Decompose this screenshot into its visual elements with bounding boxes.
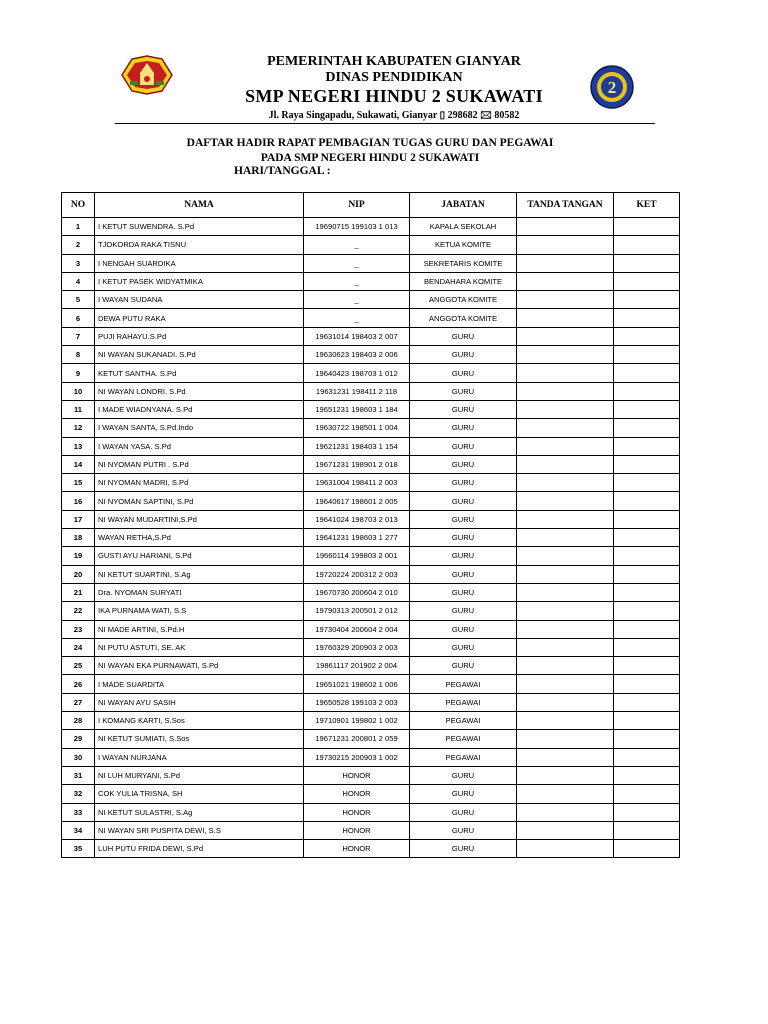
cell-tanda-tangan	[517, 455, 614, 473]
cell-ket	[614, 638, 680, 656]
cell-nip: 19670730 200604 2 010	[304, 583, 410, 601]
cell-jabatan: PEGAWAI	[410, 730, 517, 748]
cell-tanda-tangan	[517, 254, 614, 272]
document-subtitle: PADA SMP NEGERI HINDU 2 SUKAWATI	[260, 152, 480, 164]
cell-ket	[614, 583, 680, 601]
table-row	[62, 766, 680, 784]
cell-no: 7	[62, 327, 95, 345]
cell-tanda-tangan	[517, 785, 614, 803]
cell-jabatan: KETUA KOMITE	[410, 236, 517, 254]
cell-nip: 19650528 199103 2 003	[304, 693, 410, 711]
cell-ket	[614, 510, 680, 528]
table-row	[62, 218, 680, 236]
cell-jabatan: GURU	[410, 382, 517, 400]
cell-nip: 19671231 200801 2 059	[304, 730, 410, 748]
cell-no: 19	[62, 547, 95, 565]
table-row	[62, 547, 680, 565]
cell-ket	[614, 419, 680, 437]
cell-nip: 19631231 198411 2 118	[304, 382, 410, 400]
table-row	[62, 748, 680, 766]
cell-jabatan: PEGAWAI	[410, 693, 517, 711]
cell-tanda-tangan	[517, 364, 614, 382]
cell-ket	[614, 309, 680, 327]
cell-tanda-tangan	[517, 437, 614, 455]
cell-jabatan: SEKRETARIS KOMITE	[410, 254, 517, 272]
cell-tanda-tangan	[517, 346, 614, 364]
table-row	[62, 382, 680, 400]
cell-no: 2	[62, 236, 95, 254]
cell-jabatan: ANGGOTA KOMITE	[410, 309, 517, 327]
cell-nama: I WAYAN NURJANA	[95, 748, 304, 766]
col-header-nama: NAMA	[95, 193, 304, 218]
cell-tanda-tangan	[517, 291, 614, 309]
cell-no: 16	[62, 492, 95, 510]
cell-jabatan: GURU	[410, 583, 517, 601]
cell-nip: 19730215 200903 1 002	[304, 748, 410, 766]
cell-nama: IKA PURNAMA WATI, S.S	[95, 602, 304, 620]
table-row	[62, 712, 680, 730]
cell-ket	[614, 657, 680, 675]
cell-ket	[614, 254, 680, 272]
cell-nip: HONOR	[304, 821, 410, 839]
cell-ket	[614, 712, 680, 730]
cell-tanda-tangan	[517, 730, 614, 748]
cell-ket	[614, 565, 680, 583]
cell-nip: 19710901 199802 1 002	[304, 712, 410, 730]
table-row	[62, 474, 680, 492]
cell-jabatan: GURU	[410, 657, 517, 675]
cell-nama: COK YULIA TRISNA, SH	[95, 785, 304, 803]
table-row	[62, 419, 680, 437]
cell-nip: 19640617 198601 2 005	[304, 492, 410, 510]
table-row	[62, 291, 680, 309]
cell-jabatan: GURU	[410, 419, 517, 437]
cell-nip: 19630722 198501 1 004	[304, 419, 410, 437]
cell-nama: NI NYOMAN PUTRI . S.Pd	[95, 455, 304, 473]
cell-tanda-tangan	[517, 218, 614, 236]
cell-jabatan: GURU	[410, 821, 517, 839]
cell-ket	[614, 821, 680, 839]
cell-ket	[614, 766, 680, 784]
cell-jabatan: GURU	[410, 346, 517, 364]
cell-nama: WAYAN RETHA,S.Pd	[95, 529, 304, 547]
cell-jabatan: GURU	[410, 364, 517, 382]
table-row	[62, 840, 680, 858]
cell-ket	[614, 346, 680, 364]
header-government: PEMERINTAH KABUPATEN GIANYAR	[267, 54, 521, 69]
cell-nip: HONOR	[304, 803, 410, 821]
table-row	[62, 565, 680, 583]
cell-jabatan: GURU	[410, 492, 517, 510]
cell-tanda-tangan	[517, 327, 614, 345]
table-row	[62, 785, 680, 803]
cell-no: 4	[62, 272, 95, 290]
cell-nip: 19631004 198411 2 003	[304, 474, 410, 492]
cell-no: 17	[62, 510, 95, 528]
cell-tanda-tangan	[517, 529, 614, 547]
cell-no: 28	[62, 712, 95, 730]
cell-tanda-tangan	[517, 309, 614, 327]
cell-nama: NI WAYAN SUKANADI. S.Pd	[95, 346, 304, 364]
cell-nama: NI WAYAN EKA PURNAWATI, S.Pd	[95, 657, 304, 675]
table-row	[62, 364, 680, 382]
table-row	[62, 730, 680, 748]
cell-nama: Dra. NYOMAN SURYATI	[95, 583, 304, 601]
cell-tanda-tangan	[517, 766, 614, 784]
table-row	[62, 272, 680, 290]
cell-no: 1	[62, 218, 95, 236]
cell-tanda-tangan	[517, 419, 614, 437]
cell-no: 30	[62, 748, 95, 766]
cell-tanda-tangan	[517, 693, 614, 711]
cell-nama: NI WAYAN LONDRI. S.Pd	[95, 382, 304, 400]
cell-ket	[614, 455, 680, 473]
cell-jabatan: GURU	[410, 840, 517, 858]
cell-ket	[614, 693, 680, 711]
cell-ket	[614, 529, 680, 547]
cell-nip: 19651021 198602 1 006	[304, 675, 410, 693]
cell-nip: _	[304, 236, 410, 254]
col-header-nip: NIP	[304, 193, 410, 218]
cell-nama: DEWA PUTU RAKA	[95, 309, 304, 327]
table-row	[62, 254, 680, 272]
cell-ket	[614, 291, 680, 309]
cell-jabatan: GURU	[410, 510, 517, 528]
cell-nama: NI NYOMAN MADRI, S.Pd	[95, 474, 304, 492]
cell-nip: 19651231 198603 1 184	[304, 400, 410, 418]
cell-no: 20	[62, 565, 95, 583]
table-row	[62, 529, 680, 547]
cell-jabatan: PEGAWAI	[410, 675, 517, 693]
col-header-ket: KET	[614, 193, 680, 218]
cell-tanda-tangan	[517, 583, 614, 601]
cell-nama: I WAYAN SUDANA	[95, 291, 304, 309]
col-header-no: NO	[62, 193, 95, 218]
cell-no: 18	[62, 529, 95, 547]
cell-tanda-tangan	[517, 840, 614, 858]
cell-tanda-tangan	[517, 748, 614, 766]
cell-ket	[614, 474, 680, 492]
cell-tanda-tangan	[517, 547, 614, 565]
header-school-name: SMP NEGERI HINDU 2 SUKAWATI	[245, 86, 543, 106]
table-row	[62, 327, 680, 345]
cell-nip: 19631014 198403 2 007	[304, 327, 410, 345]
table-row	[62, 309, 680, 327]
cell-tanda-tangan	[517, 382, 614, 400]
cell-nama: I MADE WIADNYANA. S.Pd	[95, 400, 304, 418]
date-label: HARI/TANGGAL :	[234, 165, 331, 177]
cell-tanda-tangan	[517, 712, 614, 730]
cell-nip: 19720224 200312 2 003	[304, 565, 410, 583]
cell-tanda-tangan	[517, 236, 614, 254]
header-address: Jl. Raya Singapadu, Sukawati, Gianyar ▯ 298682 🖂 80582	[268, 110, 520, 121]
cell-nama: I MADE SUARDITA	[95, 675, 304, 693]
table-row	[62, 437, 680, 455]
cell-no: 11	[62, 400, 95, 418]
cell-ket	[614, 400, 680, 418]
cell-ket	[614, 547, 680, 565]
cell-tanda-tangan	[517, 565, 614, 583]
table-row	[62, 400, 680, 418]
cell-ket	[614, 602, 680, 620]
cell-nip: HONOR	[304, 840, 410, 858]
cell-nip: 19730404 200604 2 004	[304, 620, 410, 638]
cell-no: 25	[62, 657, 95, 675]
cell-jabatan: GURU	[410, 437, 517, 455]
cell-nama: NI KETUT SUMIATI, S.Sos	[95, 730, 304, 748]
cell-nama: NI MADE ARTINI, S.Pd.H	[95, 620, 304, 638]
cell-ket	[614, 218, 680, 236]
cell-no: 13	[62, 437, 95, 455]
attendance-table	[61, 192, 680, 858]
cell-nama: PUJI RAHAYU.S.Pd	[95, 327, 304, 345]
cell-nama: I WAYAN SANTA, S.Pd.Indo	[95, 419, 304, 437]
cell-nama: KETUT SANTHA. S.Pd	[95, 364, 304, 382]
cell-no: 14	[62, 455, 95, 473]
table-row	[62, 693, 680, 711]
cell-ket	[614, 675, 680, 693]
cell-ket	[614, 236, 680, 254]
cell-nama: NI NYOMAN SAPTINI, S.Pd	[95, 492, 304, 510]
cell-nip: _	[304, 254, 410, 272]
cell-tanda-tangan	[517, 620, 614, 638]
cell-nama: NI KETUT SUARTINI, S.Ag	[95, 565, 304, 583]
cell-nama: NI WAYAN AYU SASIH	[95, 693, 304, 711]
cell-jabatan: GURU	[410, 529, 517, 547]
cell-ket	[614, 785, 680, 803]
table-row	[62, 602, 680, 620]
cell-nip: 19621231 198403 1 154	[304, 437, 410, 455]
cell-nama: NI WAYAN MUDARTINI,S.Pd	[95, 510, 304, 528]
school-emblem-number: 2	[607, 78, 617, 97]
cell-nip: 19760329 200903 2 003	[304, 638, 410, 656]
cell-jabatan: GURU	[410, 638, 517, 656]
table-row	[62, 236, 680, 254]
table-row	[62, 638, 680, 656]
cell-no: 10	[62, 382, 95, 400]
cell-jabatan: GURU	[410, 547, 517, 565]
cell-nip: 19660114 199803 2 001	[304, 547, 410, 565]
cell-jabatan: PEGAWAI	[410, 748, 517, 766]
cell-nip: 19671231 198901 2 018	[304, 455, 410, 473]
cell-ket	[614, 492, 680, 510]
cell-jabatan: GURU	[410, 400, 517, 418]
cell-tanda-tangan	[517, 510, 614, 528]
cell-jabatan: GURU	[410, 327, 517, 345]
cell-jabatan: GURU	[410, 565, 517, 583]
cell-jabatan: GURU	[410, 602, 517, 620]
cell-no: 26	[62, 675, 95, 693]
cell-ket	[614, 803, 680, 821]
cell-tanda-tangan	[517, 675, 614, 693]
cell-jabatan: PEGAWAI	[410, 712, 517, 730]
table-header-row	[62, 193, 680, 218]
header-divider	[115, 123, 655, 124]
cell-tanda-tangan	[517, 400, 614, 418]
cell-tanda-tangan	[517, 602, 614, 620]
cell-tanda-tangan	[517, 272, 614, 290]
cell-jabatan: GURU	[410, 803, 517, 821]
cell-tanda-tangan	[517, 638, 614, 656]
cell-ket	[614, 327, 680, 345]
cell-nip: 19690715 199103 1 013	[304, 218, 410, 236]
cell-nama: NI WAYAN SRI PUSPITA DEWI, S.S	[95, 821, 304, 839]
header-department: DINAS PENDIDIKAN	[325, 70, 463, 85]
cell-nama: GUSTI AYU HARIANI, S.Pd	[95, 547, 304, 565]
cell-nip: HONOR	[304, 766, 410, 784]
cell-ket	[614, 748, 680, 766]
table-row	[62, 620, 680, 638]
cell-nama: TJOKORDA RAKA TISNU	[95, 236, 304, 254]
cell-nama: I NENGAH SUARDIKA	[95, 254, 304, 272]
cell-no: 5	[62, 291, 95, 309]
document-title: DAFTAR HADIR RAPAT PEMBAGIAN TUGAS GURU DAN PEGAWAI	[186, 137, 554, 149]
cell-jabatan: GURU	[410, 785, 517, 803]
cell-no: 22	[62, 602, 95, 620]
cell-nip: 19641231 198603 1 277	[304, 529, 410, 547]
cell-jabatan: ANGGOTA KOMITE	[410, 291, 517, 309]
cell-nip: 19630623 198403 2 006	[304, 346, 410, 364]
cell-tanda-tangan	[517, 474, 614, 492]
table-row	[62, 821, 680, 839]
cell-ket	[614, 840, 680, 858]
cell-nip: _	[304, 309, 410, 327]
table-row	[62, 346, 680, 364]
col-header-tanda-tangan: TANDA TANGAN	[517, 193, 614, 218]
cell-no: 12	[62, 419, 95, 437]
cell-nama: I KETUT SUWENDRA. S.Pd	[95, 218, 304, 236]
cell-no: 15	[62, 474, 95, 492]
cell-no: 27	[62, 693, 95, 711]
cell-nip: 19640423 198703 1 012	[304, 364, 410, 382]
cell-no: 9	[62, 364, 95, 382]
cell-tanda-tangan	[517, 492, 614, 510]
cell-no: 21	[62, 583, 95, 601]
cell-nama: I WAYAN YASA. S.Pd	[95, 437, 304, 455]
table-row	[62, 675, 680, 693]
cell-tanda-tangan	[517, 821, 614, 839]
cell-tanda-tangan	[517, 657, 614, 675]
table-row	[62, 657, 680, 675]
cell-jabatan: GURU	[410, 620, 517, 638]
cell-no: 8	[62, 346, 95, 364]
cell-jabatan: GURU	[410, 455, 517, 473]
cell-nip: 19861117 201902 2 004	[304, 657, 410, 675]
cell-nama: I KOMANG KARTI, S.Sos	[95, 712, 304, 730]
cell-ket	[614, 382, 680, 400]
cell-ket	[614, 730, 680, 748]
cell-nama: I KETUT PASEK WIDYATMIKA	[95, 272, 304, 290]
cell-no: 23	[62, 620, 95, 638]
cell-no: 24	[62, 638, 95, 656]
cell-nip: 19790313 200501 2 012	[304, 602, 410, 620]
cell-nip: _	[304, 291, 410, 309]
table-row	[62, 492, 680, 510]
table-row	[62, 583, 680, 601]
cell-nip: HONOR	[304, 785, 410, 803]
cell-nip: 19641024 198703 2 013	[304, 510, 410, 528]
cell-tanda-tangan	[517, 803, 614, 821]
cell-no: 34	[62, 821, 95, 839]
cell-ket	[614, 437, 680, 455]
table-row	[62, 510, 680, 528]
cell-ket	[614, 364, 680, 382]
cell-no: 3	[62, 254, 95, 272]
table-row	[62, 455, 680, 473]
cell-no: 33	[62, 803, 95, 821]
cell-no: 29	[62, 730, 95, 748]
cell-nip: _	[304, 272, 410, 290]
col-header-jabatan: JABATAN	[410, 193, 517, 218]
table-row	[62, 803, 680, 821]
cell-nama: LUH PUTU FRIDA DEWI, S.Pd	[95, 840, 304, 858]
cell-no: 31	[62, 766, 95, 784]
cell-no: 6	[62, 309, 95, 327]
cell-no: 35	[62, 840, 95, 858]
cell-jabatan: GURU	[410, 474, 517, 492]
cell-jabatan: GURU	[410, 766, 517, 784]
cell-ket	[614, 272, 680, 290]
cell-nama: NI PUTU ASTUTI, SE. AK	[95, 638, 304, 656]
cell-no: 32	[62, 785, 95, 803]
cell-ket	[614, 620, 680, 638]
cell-nama: NI KETUT SULASTRI, S.Ag	[95, 803, 304, 821]
cell-jabatan: BENDAHARA KOMITE	[410, 272, 517, 290]
cell-jabatan: KAPALA SEKOLAH	[410, 218, 517, 236]
cell-nama: NI LUH MURYANI, S.Pd	[95, 766, 304, 784]
